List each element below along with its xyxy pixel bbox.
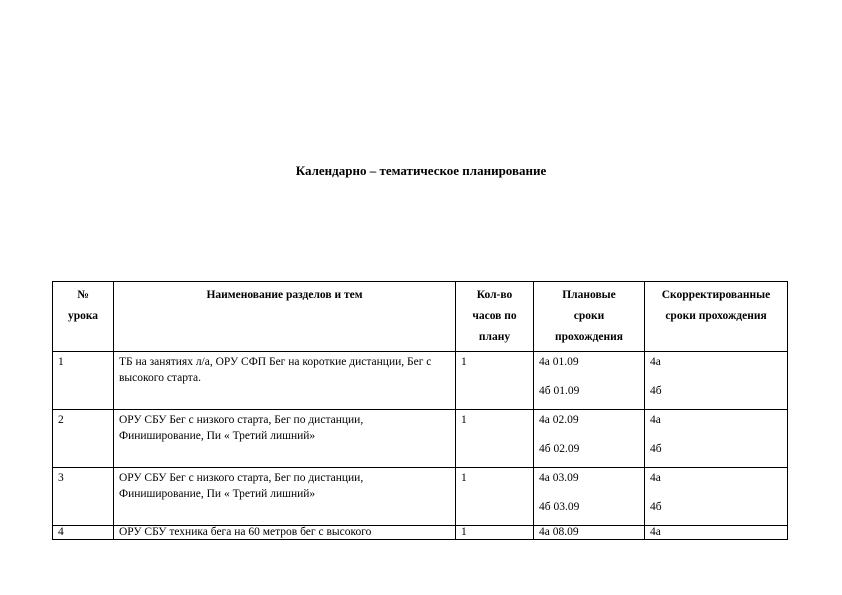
planned-date: 4а 01.09 bbox=[539, 356, 579, 368]
lesson-topic: ОРУ СБУ Бег с низкого старта, Бег по дистанции, Финиширование, Пи « Третий лишний» bbox=[114, 410, 456, 468]
corrected-date: 4б bbox=[650, 443, 662, 455]
planned-dates bbox=[534, 468, 645, 526]
table-header-row bbox=[53, 282, 788, 352]
planned-dates bbox=[534, 526, 645, 540]
corrected-dates bbox=[645, 468, 788, 526]
lesson-hours: 1 bbox=[456, 468, 534, 526]
planned-dates bbox=[534, 352, 645, 410]
lesson-topic: ТБ на занятиях л/а, ОРУ СФП Бег на короткие дистанции, Бег с высокого старта. bbox=[114, 352, 456, 410]
header-hours bbox=[456, 282, 534, 352]
header-planned-dates bbox=[534, 282, 645, 352]
planned-date: 4б 01.09 bbox=[539, 385, 580, 397]
header-text: плану bbox=[478, 331, 511, 343]
header-text: сроки прохождения bbox=[665, 310, 767, 322]
corrected-dates bbox=[645, 526, 788, 540]
planned-date: 4а 02.09 bbox=[539, 414, 579, 426]
header-text: Наименование разделов и тем bbox=[206, 289, 363, 301]
header-text: сроки bbox=[573, 310, 605, 322]
lesson-hours: 1 bbox=[456, 526, 534, 540]
lesson-plan-table bbox=[52, 281, 788, 540]
page-title: Календарно – тематическое планирование bbox=[295, 163, 547, 178]
table-row bbox=[53, 468, 788, 526]
header-text: урока bbox=[67, 310, 99, 322]
planned-date: 4а 08.09 bbox=[539, 526, 579, 538]
header-text: Плановые bbox=[562, 289, 616, 301]
corrected-date: 4а bbox=[650, 356, 661, 368]
planned-date: 4а 03.09 bbox=[539, 472, 579, 484]
corrected-date: 4а bbox=[650, 526, 661, 538]
lesson-number: 3 bbox=[53, 468, 114, 526]
corrected-date: 4б bbox=[650, 501, 662, 513]
planned-date: 4б 02.09 bbox=[539, 443, 580, 455]
corrected-dates bbox=[645, 352, 788, 410]
lesson-number: 1 bbox=[53, 352, 114, 410]
header-text: часов по bbox=[472, 310, 517, 322]
table-row bbox=[53, 352, 788, 410]
table-row bbox=[53, 526, 788, 540]
header-text: Кол-во bbox=[476, 289, 513, 301]
lesson-hours: 1 bbox=[456, 352, 534, 410]
header-text: Скорректированные bbox=[661, 289, 771, 301]
table-row bbox=[53, 410, 788, 468]
lesson-number: 4 bbox=[53, 526, 114, 540]
header-text: прохождения bbox=[555, 331, 623, 343]
lesson-number: 2 bbox=[53, 410, 114, 468]
header-text: № bbox=[77, 289, 89, 301]
corrected-date: 4а bbox=[650, 472, 661, 484]
corrected-dates bbox=[645, 410, 788, 468]
corrected-date: 4б bbox=[650, 385, 662, 397]
header-lesson-number bbox=[53, 282, 114, 352]
corrected-date: 4а bbox=[650, 414, 661, 426]
planned-date: 4б 03.09 bbox=[539, 501, 580, 513]
header-corrected-dates bbox=[645, 282, 788, 352]
planned-dates bbox=[534, 410, 645, 468]
header-topic-name bbox=[114, 282, 456, 352]
lesson-hours: 1 bbox=[456, 410, 534, 468]
lesson-topic: ОРУ СБУ техника бега на 60 метров бег с высокого bbox=[114, 526, 456, 540]
lesson-topic: ОРУ СБУ Бег с низкого старта, Бег по дистанции, Финиширование, Пи « Третий лишний» bbox=[114, 468, 456, 526]
